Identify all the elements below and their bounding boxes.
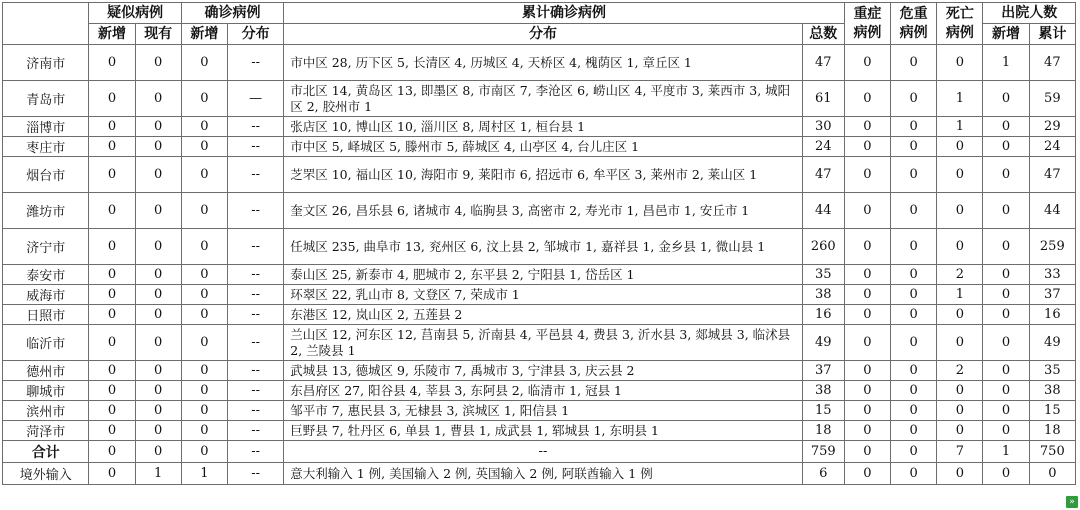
critical-cell: 0 [891, 137, 937, 157]
discharged-new-cell: 0 [983, 137, 1029, 157]
critical-cell: 0 [891, 441, 937, 463]
death-cell: 0 [937, 401, 983, 421]
cumulative-distribution-cell: 市中区 28, 历下区 5, 长清区 4, 历城区 4, 天桥区 4, 槐荫区 1, 章丘区 1 [284, 45, 802, 81]
table-row [3, 265, 1076, 285]
table-row [3, 157, 1076, 193]
severe-cell: 0 [844, 421, 890, 441]
death-cell: 0 [937, 305, 983, 325]
cumulative-total-cell: 24 [802, 137, 844, 157]
severe-cell: 0 [844, 441, 890, 463]
cumulative-total-cell: 38 [802, 285, 844, 305]
row-label: 日照市 [3, 305, 89, 325]
row-label: 临沂市 [3, 325, 89, 361]
critical-cell: 0 [891, 325, 937, 361]
death-cell: 2 [937, 265, 983, 285]
severe-cell: 0 [844, 193, 890, 229]
table-row [3, 401, 1076, 421]
suspected-current-cell: 0 [135, 157, 181, 193]
suspected-current-cell: 0 [135, 229, 181, 265]
suspected-new-cell: 0 [89, 441, 135, 463]
confirmed-distribution-cell: -- [228, 285, 284, 305]
discharged-cumulative-cell: 15 [1029, 401, 1075, 421]
critical-cell: 0 [891, 381, 937, 401]
death-cell: 0 [937, 421, 983, 441]
discharged-cumulative-cell: 33 [1029, 265, 1075, 285]
confirmed-new-cell: 0 [181, 157, 227, 193]
table-row [3, 137, 1076, 157]
discharged-cumulative-cell: 47 [1029, 45, 1075, 81]
discharged-new-cell: 0 [983, 229, 1029, 265]
suspected-current-cell: 0 [135, 401, 181, 421]
cumulative-total-cell: 759 [802, 441, 844, 463]
cumulative-total-cell: 49 [802, 325, 844, 361]
discharged-new-cell: 0 [983, 285, 1029, 305]
confirmed-distribution-cell: -- [228, 401, 284, 421]
row-label: 青岛市 [3, 81, 89, 117]
suspected-current-cell: 0 [135, 421, 181, 441]
header-suspected-current: 现有 [135, 24, 181, 45]
cumulative-total-cell: 260 [802, 229, 844, 265]
table-row-total [3, 441, 1076, 463]
cumulative-distribution-cell: 意大利输入 1 例, 美国输入 2 例, 英国输入 2 例, 阿联酋输入 1 例 [284, 463, 802, 485]
header-corner [3, 3, 89, 45]
severe-cell: 0 [844, 81, 890, 117]
discharged-new-cell: 0 [983, 361, 1029, 381]
suspected-current-cell: 0 [135, 137, 181, 157]
table-row [3, 81, 1076, 117]
cumulative-total-cell: 18 [802, 421, 844, 441]
death-cell: 0 [937, 45, 983, 81]
death-cell: 1 [937, 285, 983, 305]
confirmed-new-cell: 0 [181, 325, 227, 361]
header-discharged: 出院人数 [983, 3, 1076, 24]
discharged-new-cell: 0 [983, 157, 1029, 193]
cumulative-total-cell: 47 [802, 45, 844, 81]
confirmed-distribution-cell: -- [228, 229, 284, 265]
header-suspected-new: 新增 [89, 24, 135, 45]
confirmed-distribution-cell: -- [228, 381, 284, 401]
suspected-new-cell: 0 [89, 305, 135, 325]
confirmed-new-cell: 0 [181, 381, 227, 401]
row-label: 菏泽市 [3, 421, 89, 441]
suspected-current-cell: 0 [135, 265, 181, 285]
critical-cell: 0 [891, 193, 937, 229]
suspected-new-cell: 0 [89, 193, 135, 229]
confirmed-new-cell: 0 [181, 81, 227, 117]
suspected-current-cell: 1 [135, 463, 181, 485]
critical-cell: 0 [891, 117, 937, 137]
header-confirmed-distribution: 分布 [228, 24, 284, 45]
severe-cell: 0 [844, 229, 890, 265]
cumulative-total-cell: 35 [802, 265, 844, 285]
discharged-new-cell: 1 [983, 441, 1029, 463]
death-cell: 0 [937, 157, 983, 193]
cumulative-distribution-cell: 芝罘区 10, 福山区 10, 海阳市 9, 莱阳市 6, 招远市 6, 牟平区 3, 莱州市 2, 莱山区 1 [284, 157, 802, 193]
critical-cell: 0 [891, 265, 937, 285]
discharged-cumulative-cell: 59 [1029, 81, 1075, 117]
confirmed-new-cell: 1 [181, 463, 227, 485]
row-label: 威海市 [3, 285, 89, 305]
table-row [3, 325, 1076, 361]
confirmed-new-cell: 0 [181, 441, 227, 463]
confirmed-new-cell: 0 [181, 193, 227, 229]
confirmed-distribution-cell: -- [228, 157, 284, 193]
suspected-current-cell: 0 [135, 325, 181, 361]
row-label: 合计 [3, 441, 89, 463]
suspected-new-cell: 0 [89, 325, 135, 361]
suspected-current-cell: 0 [135, 117, 181, 137]
cumulative-distribution-cell: 市中区 5, 峄城区 5, 滕州市 5, 薛城区 4, 山亭区 4, 台儿庄区 1 [284, 137, 802, 157]
table-row [3, 305, 1076, 325]
confirmed-new-cell: 0 [181, 361, 227, 381]
cumulative-total-cell: 38 [802, 381, 844, 401]
cumulative-distribution-cell: 武城县 13, 德城区 9, 乐陵市 7, 禹城市 3, 宁津县 3, 庆云县 2 [284, 361, 802, 381]
severe-cell: 0 [844, 361, 890, 381]
discharged-cumulative-cell: 44 [1029, 193, 1075, 229]
suspected-current-cell: 0 [135, 45, 181, 81]
row-label: 淄博市 [3, 117, 89, 137]
cumulative-total-cell: 6 [802, 463, 844, 485]
confirmed-distribution-cell: — [228, 81, 284, 117]
cumulative-distribution-cell: 任城区 235, 曲阜市 13, 兖州区 6, 汶上县 2, 邹城市 1, 嘉祥县 1, 金乡县 1, 微山县 1 [284, 229, 802, 265]
discharged-cumulative-cell: 16 [1029, 305, 1075, 325]
cumulative-total-cell: 44 [802, 193, 844, 229]
severe-cell: 0 [844, 381, 890, 401]
discharged-new-cell: 0 [983, 325, 1029, 361]
confirmed-distribution-cell: -- [228, 137, 284, 157]
table-row [3, 117, 1076, 137]
suspected-current-cell: 0 [135, 361, 181, 381]
suspected-new-cell: 0 [89, 137, 135, 157]
critical-cell: 0 [891, 305, 937, 325]
cumulative-distribution-cell: 东港区 12, 岚山区 2, 五莲县 2 [284, 305, 802, 325]
death-cell: 1 [937, 117, 983, 137]
discharged-new-cell: 0 [983, 381, 1029, 401]
discharged-cumulative-cell: 750 [1029, 441, 1075, 463]
table-row-overseas [3, 463, 1076, 485]
death-cell: 1 [937, 81, 983, 117]
discharged-new-cell: 0 [983, 421, 1029, 441]
death-cell: 2 [937, 361, 983, 381]
suspected-new-cell: 0 [89, 265, 135, 285]
suspected-new-cell: 0 [89, 381, 135, 401]
discharged-cumulative-cell: 259 [1029, 229, 1075, 265]
header-discharged-new: 新增 [983, 24, 1029, 45]
suspected-new-cell: 0 [89, 421, 135, 441]
cumulative-distribution-cell: 泰山区 25, 新泰市 4, 肥城市 2, 东平县 2, 宁阳县 1, 岱岳区 1 [284, 265, 802, 285]
suspected-current-cell: 0 [135, 285, 181, 305]
discharged-new-cell: 0 [983, 463, 1029, 485]
download-arrow-icon[interactable]: » [1066, 496, 1078, 508]
row-label: 德州市 [3, 361, 89, 381]
severe-cell: 0 [844, 305, 890, 325]
header-severe: 重症病例 [844, 3, 890, 45]
death-cell: 0 [937, 381, 983, 401]
cumulative-total-cell: 15 [802, 401, 844, 421]
header-confirmed-new: 新增 [181, 24, 227, 45]
header-critical: 危重病例 [891, 3, 937, 45]
suspected-current-cell: 0 [135, 381, 181, 401]
severe-cell: 0 [844, 265, 890, 285]
discharged-cumulative-cell: 49 [1029, 325, 1075, 361]
cumulative-distribution-cell: 市北区 14, 黄岛区 13, 即墨区 8, 市南区 7, 李沧区 6, 崂山区 4, 平度市 3, 莱西市 3, 城阳区 2, 胶州市 1 [284, 81, 802, 117]
header-death: 死亡病例 [937, 3, 983, 45]
confirmed-distribution-cell: -- [228, 421, 284, 441]
severe-cell: 0 [844, 325, 890, 361]
header-cumulative: 累计确诊病例 [284, 3, 845, 24]
critical-cell: 0 [891, 157, 937, 193]
table-row [3, 193, 1076, 229]
header-suspected: 疑似病例 [89, 3, 181, 24]
suspected-current-cell: 0 [135, 193, 181, 229]
cumulative-total-cell: 16 [802, 305, 844, 325]
death-cell: 0 [937, 193, 983, 229]
suspected-new-cell: 0 [89, 401, 135, 421]
row-label: 烟台市 [3, 157, 89, 193]
header-confirmed: 确诊病例 [181, 3, 283, 24]
confirmed-new-cell: 0 [181, 229, 227, 265]
cumulative-distribution-cell: 环翠区 22, 乳山市 8, 文登区 7, 荣成市 1 [284, 285, 802, 305]
critical-cell: 0 [891, 229, 937, 265]
critical-cell: 0 [891, 401, 937, 421]
severe-cell: 0 [844, 463, 890, 485]
suspected-current-cell: 0 [135, 305, 181, 325]
row-label: 济宁市 [3, 229, 89, 265]
critical-cell: 0 [891, 463, 937, 485]
confirmed-new-cell: 0 [181, 305, 227, 325]
discharged-cumulative-cell: 29 [1029, 117, 1075, 137]
row-label: 济南市 [3, 45, 89, 81]
confirmed-distribution-cell: -- [228, 463, 284, 485]
discharged-new-cell: 1 [983, 45, 1029, 81]
death-cell: 0 [937, 463, 983, 485]
discharged-new-cell: 0 [983, 265, 1029, 285]
cumulative-distribution-cell: 奎文区 26, 昌乐县 6, 诸城市 4, 临朐县 3, 高密市 2, 寿光市 1, 昌邑市 1, 安丘市 1 [284, 193, 802, 229]
discharged-cumulative-cell: 24 [1029, 137, 1075, 157]
confirmed-distribution-cell: -- [228, 193, 284, 229]
discharged-cumulative-cell: 35 [1029, 361, 1075, 381]
cumulative-total-cell: 47 [802, 157, 844, 193]
confirmed-distribution-cell: -- [228, 45, 284, 81]
table-row [3, 285, 1076, 305]
confirmed-distribution-cell: -- [228, 117, 284, 137]
row-label: 泰安市 [3, 265, 89, 285]
cumulative-distribution-cell: -- [284, 441, 802, 463]
discharged-cumulative-cell: 18 [1029, 421, 1075, 441]
suspected-current-cell: 0 [135, 441, 181, 463]
covid-stats-table [2, 2, 1076, 485]
cumulative-total-cell: 61 [802, 81, 844, 117]
discharged-new-cell: 0 [983, 117, 1029, 137]
death-cell: 0 [937, 137, 983, 157]
severe-cell: 0 [844, 285, 890, 305]
suspected-new-cell: 0 [89, 285, 135, 305]
confirmed-new-cell: 0 [181, 401, 227, 421]
row-label: 聊城市 [3, 381, 89, 401]
discharged-new-cell: 0 [983, 193, 1029, 229]
cumulative-total-cell: 30 [802, 117, 844, 137]
table-row [3, 361, 1076, 381]
severe-cell: 0 [844, 401, 890, 421]
severe-cell: 0 [844, 137, 890, 157]
row-label: 潍坊市 [3, 193, 89, 229]
confirmed-distribution-cell: -- [228, 265, 284, 285]
row-label: 境外输入 [3, 463, 89, 485]
critical-cell: 0 [891, 421, 937, 441]
cumulative-distribution-cell: 巨野县 7, 牡丹区 6, 单县 1, 曹县 1, 成武县 1, 郓城县 1, 东明县 1 [284, 421, 802, 441]
suspected-new-cell: 0 [89, 157, 135, 193]
critical-cell: 0 [891, 45, 937, 81]
suspected-new-cell: 0 [89, 45, 135, 81]
table-row [3, 229, 1076, 265]
table-row [3, 381, 1076, 401]
confirmed-distribution-cell: -- [228, 305, 284, 325]
discharged-cumulative-cell: 37 [1029, 285, 1075, 305]
critical-cell: 0 [891, 285, 937, 305]
discharged-cumulative-cell: 38 [1029, 381, 1075, 401]
header-cumulative-distribution: 分布 [284, 24, 802, 45]
discharged-new-cell: 0 [983, 401, 1029, 421]
confirmed-new-cell: 0 [181, 137, 227, 157]
suspected-new-cell: 0 [89, 361, 135, 381]
table-row [3, 45, 1076, 81]
suspected-new-cell: 0 [89, 463, 135, 485]
header-cumulative-total: 总数 [802, 24, 844, 45]
confirmed-new-cell: 0 [181, 421, 227, 441]
death-cell: 0 [937, 325, 983, 361]
row-label: 滨州市 [3, 401, 89, 421]
suspected-new-cell: 0 [89, 229, 135, 265]
severe-cell: 0 [844, 117, 890, 137]
cumulative-distribution-cell: 兰山区 12, 河东区 12, 莒南县 5, 沂南县 4, 平邑县 4, 费县 3, 沂水县 3, 郯城县 3, 临沭县 2, 兰陵县 1 [284, 325, 802, 361]
death-cell: 0 [937, 229, 983, 265]
confirmed-new-cell: 0 [181, 45, 227, 81]
table-row [3, 421, 1076, 441]
confirmed-new-cell: 0 [181, 285, 227, 305]
discharged-cumulative-cell: 47 [1029, 157, 1075, 193]
cumulative-distribution-cell: 东昌府区 27, 阳谷县 4, 莘县 3, 东阿县 2, 临清市 1, 冠县 1 [284, 381, 802, 401]
row-label: 枣庄市 [3, 137, 89, 157]
severe-cell: 0 [844, 157, 890, 193]
severe-cell: 0 [844, 45, 890, 81]
discharged-new-cell: 0 [983, 81, 1029, 117]
confirmed-new-cell: 0 [181, 117, 227, 137]
discharged-cumulative-cell: 0 [1029, 463, 1075, 485]
suspected-current-cell: 0 [135, 81, 181, 117]
confirmed-distribution-cell: -- [228, 441, 284, 463]
confirmed-new-cell: 0 [181, 265, 227, 285]
cumulative-distribution-cell: 邹平市 7, 惠民县 3, 无棣县 3, 滨城区 1, 阳信县 1 [284, 401, 802, 421]
header-discharged-cumulative: 累计 [1029, 24, 1075, 45]
critical-cell: 0 [891, 361, 937, 381]
discharged-new-cell: 0 [983, 305, 1029, 325]
confirmed-distribution-cell: -- [228, 361, 284, 381]
cumulative-total-cell: 37 [802, 361, 844, 381]
death-cell: 7 [937, 441, 983, 463]
cumulative-distribution-cell: 张店区 10, 博山区 10, 淄川区 8, 周村区 1, 桓台县 1 [284, 117, 802, 137]
suspected-new-cell: 0 [89, 117, 135, 137]
critical-cell: 0 [891, 81, 937, 117]
confirmed-distribution-cell: -- [228, 325, 284, 361]
suspected-new-cell: 0 [89, 81, 135, 117]
